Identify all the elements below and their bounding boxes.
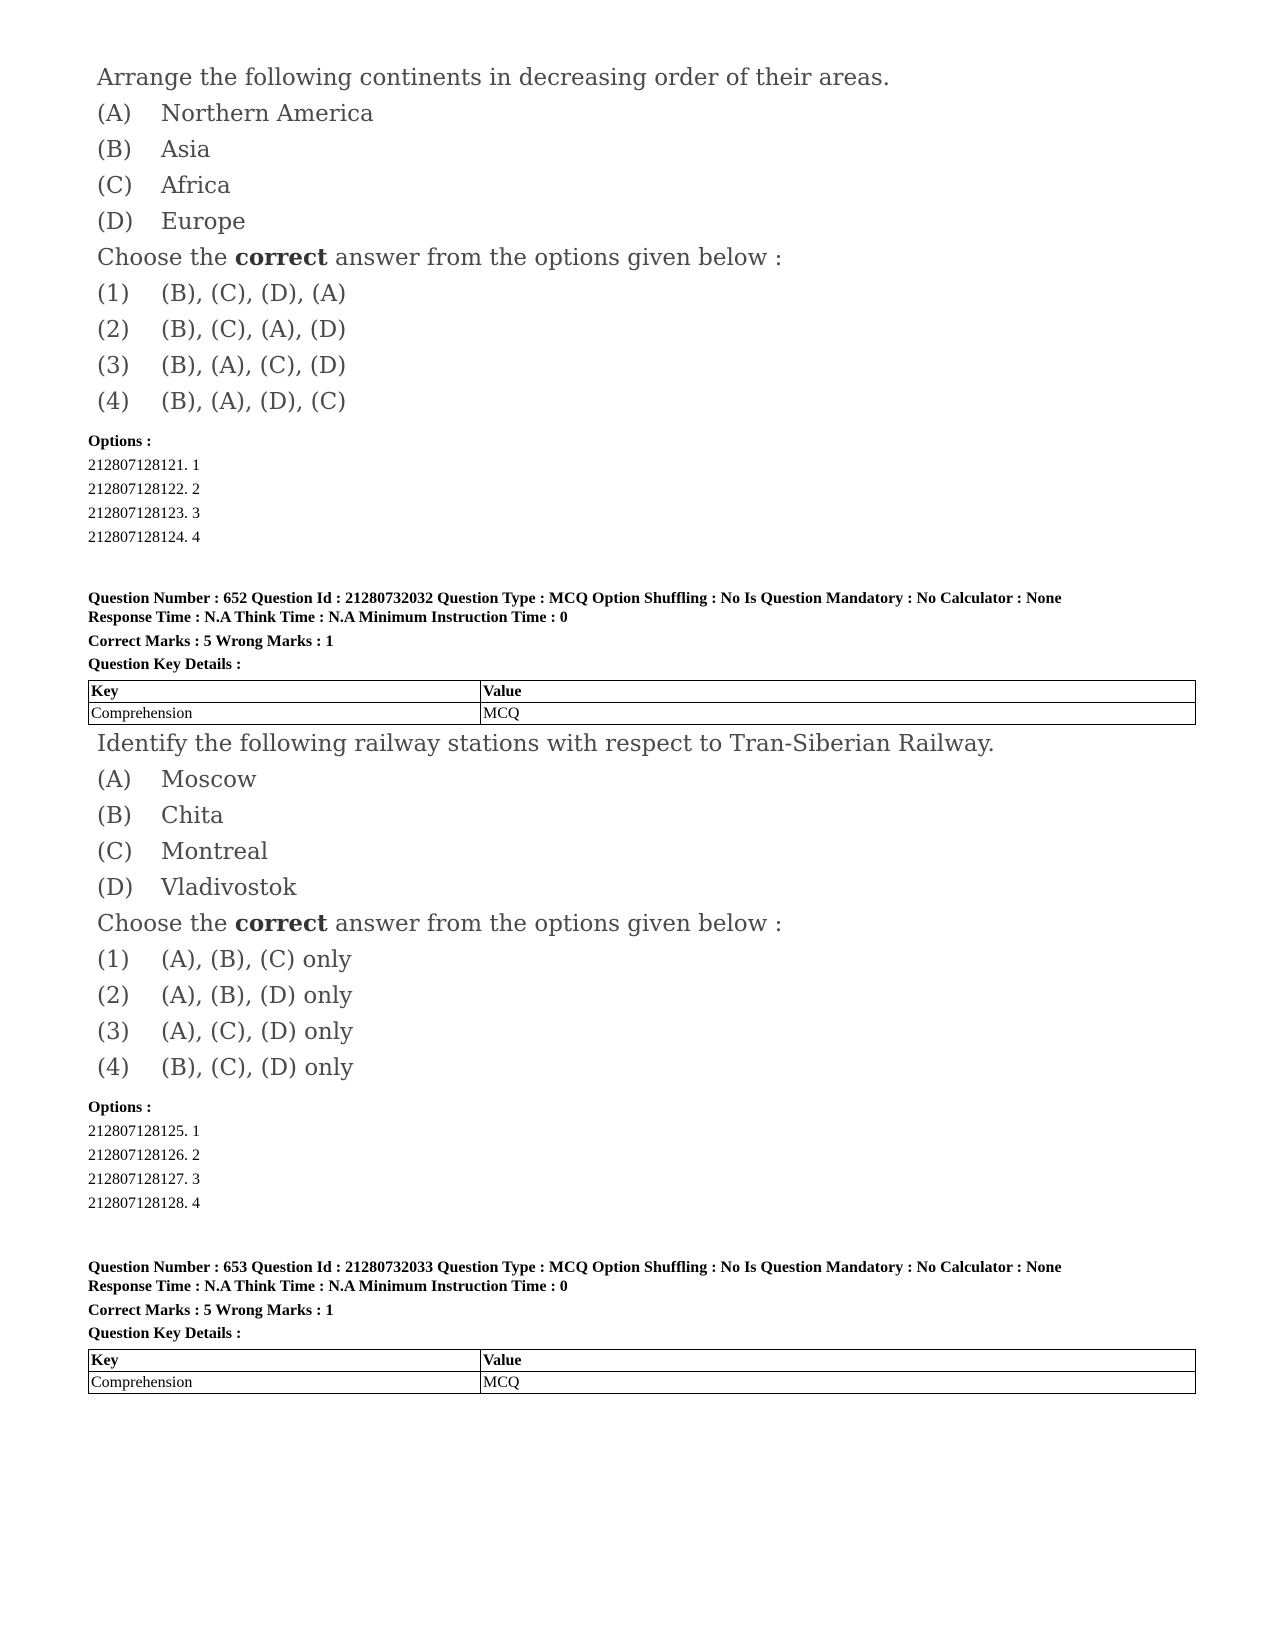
option-line: 212807128121. 1 xyxy=(88,457,200,474)
list-item: (C) Africa xyxy=(97,173,231,199)
list-item: (B) Asia xyxy=(97,137,211,163)
table-row: Comprehension MCQ xyxy=(89,1372,1196,1394)
question-meta-653: Question Number : 653 Question Id : 21280732033 Question Type : MCQ Option Shuffling : No Is Question Mandatory : No Calculator : None Response Time : N.A Think Time : N.A Minimum Instruction Time : 0 xyxy=(88,1259,1062,1295)
answer-choice: (1) (A), (B), (C) only xyxy=(97,947,352,973)
answer-choice: (2) (A), (B), (D) only xyxy=(97,983,353,1009)
option-line: 212807128122. 2 xyxy=(88,481,200,498)
choose-instruction: Choose the correct answer from the options given below : xyxy=(97,910,783,937)
list-item: (A) Moscow xyxy=(97,767,257,793)
key-details-heading-652: Question Key Details : xyxy=(88,656,242,673)
answer-choice: (2) (B), (C), (A), (D) xyxy=(97,317,347,343)
option-line: 212807128127. 3 xyxy=(88,1171,200,1188)
list-item: (C) Montreal xyxy=(97,839,269,865)
table-row: Key Value xyxy=(89,1350,1196,1372)
question-stem: Identify the following railway stations with respect to Tran-Siberian Railway. xyxy=(97,731,995,757)
table-row: Key Value xyxy=(89,681,1196,703)
option-line: 212807128128. 4 xyxy=(88,1195,200,1212)
marks-653: Correct Marks : 5 Wrong Marks : 1 xyxy=(88,1302,334,1319)
table-row: Comprehension MCQ xyxy=(89,703,1196,725)
choose-instruction: Choose the correct answer from the options given below : xyxy=(97,244,783,271)
options-block-652 xyxy=(88,1096,200,1216)
options-heading: Options : xyxy=(88,433,152,450)
option-line: 212807128126. 2 xyxy=(88,1147,200,1164)
answer-choice: (1) (B), (C), (D), (A) xyxy=(97,281,347,307)
list-item: (D) Vladivostok xyxy=(97,875,297,901)
options-heading: Options : xyxy=(88,1099,152,1116)
question-image-652 xyxy=(97,726,995,1086)
list-item: (A) Northern America xyxy=(97,101,374,127)
option-line: 212807128125. 1 xyxy=(88,1123,200,1140)
list-item: (B) Chita xyxy=(97,803,224,829)
options-block-651 xyxy=(88,430,200,550)
option-line: 212807128124. 4 xyxy=(88,529,200,546)
answer-choice: (4) (B), (C), (D) only xyxy=(97,1055,354,1081)
option-line: 212807128123. 3 xyxy=(88,505,200,522)
question-stem: Arrange the following continents in decreasing order of their areas. xyxy=(97,65,890,91)
answer-choice: (3) (B), (A), (C), (D) xyxy=(97,353,347,379)
key-value-table-652 xyxy=(88,680,1196,725)
question-image-651 xyxy=(97,60,890,420)
answer-choice: (4) (B), (A), (D), (C) xyxy=(97,389,347,415)
marks-652: Correct Marks : 5 Wrong Marks : 1 xyxy=(88,633,334,650)
answer-choice: (3) (A), (C), (D) only xyxy=(97,1019,354,1045)
question-meta-652: Question Number : 652 Question Id : 21280732032 Question Type : MCQ Option Shuffling : No Is Question Mandatory : No Calculator : None Response Time : N.A Think Time : N.A Minimum Instruction Time : 0 xyxy=(88,590,1062,626)
list-item: (D) Europe xyxy=(97,209,246,235)
key-details-heading-653: Question Key Details : xyxy=(88,1325,242,1342)
key-value-table-653 xyxy=(88,1349,1196,1394)
